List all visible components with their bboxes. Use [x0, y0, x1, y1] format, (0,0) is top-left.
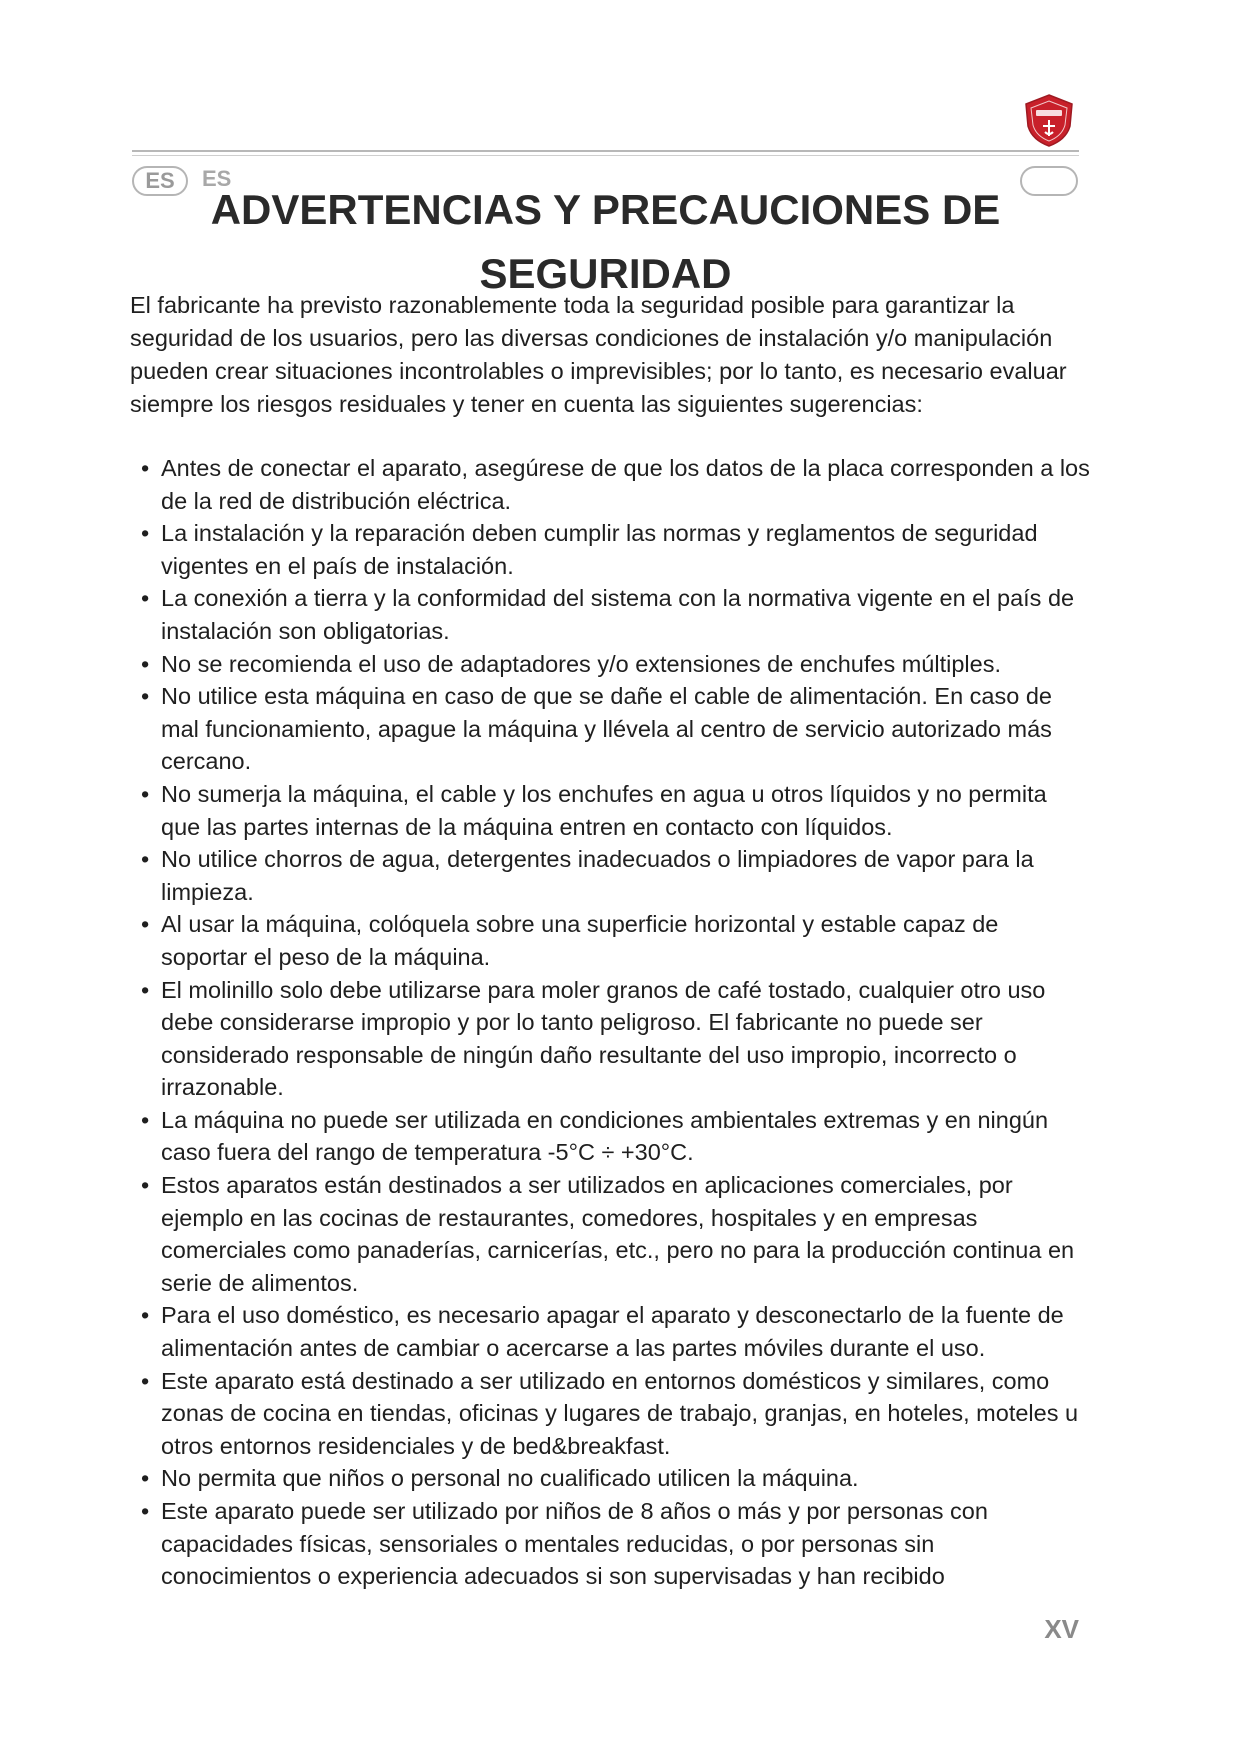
- list-item-text: No sumerja la máquina, el cable y los enchufes en agua u otros líquidos y no permita que las partes internas de la máquina entren en contacto con líquidos.: [161, 780, 1047, 840]
- page-number: XV: [1044, 1614, 1079, 1644]
- list-item: • Estos aparatos están destinados a ser utilizados en aplicaciones comerciales, por ejemplo en las cocinas de restaurantes, comedores, hospitales y en empresas comerciales como panaderías, carnicerías, etc., pero no para la producción continua en serie de alimentos.: [141, 1172, 1075, 1296]
- list-item-text: La instalación y la reparación deben cumplir las normas y reglamentos de seguridad vigentes en el país de instalación.: [161, 520, 1038, 579]
- list-item: • No se recomienda el uso de adaptadores y/o extensiones de enchufes múltiples.: [141, 650, 1001, 677]
- list-item-text: La conexión a tierra y la conformidad del sistema con la normativa vigente en el país de instalación son obligatorias.: [161, 585, 1075, 644]
- header-rule-secondary: [132, 155, 1079, 156]
- list-item-text: Al usar la máquina, colóquela sobre una superficie horizontal y estable capaz de soportar el peso de la máquina.: [161, 911, 999, 970]
- list-item: • El molinillo solo debe utilizarse para moler granos de café tostado, cualquier otro uso debe considerarse impropio y por lo tanto peligroso. El fabricante no puede ser considerado responsable de ningún daño resultante del uso impropio, incorrecto o irrazonable.: [141, 976, 1046, 1101]
- list-item-text: Este aparato está destinado a ser utilizado en entornos domésticos y similares, como zonas de cocina en tiendas, oficinas y lugares de trabajo, granjas, en hoteles, moteles u otros entornos residenciales y de bed&breakfast.: [161, 1367, 1079, 1459]
- intro-paragraph: El fabricante ha previsto razonablemente toda la seguridad posible para garantizar la seguridad de los usuarios, pero las diversas condiciones de instalación y/o manipulación pueden crear situaciones incontrolables o imprevisibles; por lo tanto, es necesario evaluar siempre los riesgos residuales y tener en cuenta las siguientes sugerencias:: [130, 292, 1067, 417]
- list-item-text: La máquina no puede ser utilizada en condiciones ambientales extremas y en ningún caso fuera del rango de temperatura -5°C ÷ +30°C.: [161, 1106, 1049, 1166]
- list-item: • Al usar la máquina, colóquela sobre una superficie horizontal y estable capaz de soportar el peso de la máquina.: [141, 911, 999, 970]
- list-item: • Este aparato puede ser utilizado por niños de 8 años o más y por personas con capacidades físicas, sensoriales o mentales reducidas, o por personas sin conocimientos o experiencia adecuados si son supervisadas y han recibido: [141, 1498, 988, 1590]
- list-item-text: El molinillo solo debe utilizarse para moler granos de café tostado, cualquier otro uso debe considerarse impropio y por lo tanto peligroso. El fabricante no puede ser considerado responsable de ningún daño resultante del uso impropio, incorrecto o irrazonable.: [161, 976, 1046, 1101]
- list-item: • La conexión a tierra y la conformidad del sistema con la normativa vigente en el país de instalación son obligatorias.: [141, 585, 1075, 644]
- list-item-text: No se recomienda el uso de adaptadores y/o extensiones de enchufes múltiples.: [161, 650, 1001, 677]
- list-item: • La instalación y la reparación deben cumplir las normas y reglamentos de seguridad vigentes en el país de instalación.: [141, 520, 1038, 579]
- list-item: • No utilice esta máquina en caso de que se dañe el cable de alimentación. En caso de mal funcionamiento, apague la máquina y llévela al centro de servicio autorizado más cercano.: [141, 683, 1052, 775]
- eureka-logo-icon: [1021, 92, 1077, 148]
- language-ghost-label: ES: [202, 166, 232, 191]
- list-item-text: No utilice chorros de agua, detergentes inadecuados o limpiadores de vapor para la limpieza.: [161, 846, 1034, 905]
- list-item: • La máquina no puede ser utilizada en condiciones ambientales extremas y en ningún caso fuera del rango de temperatura -5°C ÷ +30°C.: [141, 1106, 1049, 1166]
- list-item-text: Antes de conectar el aparato, asegúrese de que los datos de la placa corresponden a los de la red de distribución eléctrica.: [161, 455, 1090, 514]
- list-item: • No utilice chorros de agua, detergentes inadecuados o limpiadores de vapor para la limpieza.: [141, 846, 1034, 905]
- list-item: • No sumerja la máquina, el cable y los enchufes en agua u otros líquidos y no permita que las partes internas de la máquina entren en contacto con líquidos.: [141, 780, 1047, 840]
- safety-list: [130, 452, 1090, 1593]
- list-item: • Para el uso doméstico, es necesario apagar el aparato y desconectarlo de la fuente de alimentación antes de cambiar o acercarse a las partes móviles durante el uso.: [141, 1302, 1064, 1362]
- list-item-text: No permita que niños o personal no cualificado utilicen la máquina.: [161, 1465, 859, 1492]
- list-item: • No permita que niños o personal no cualificado utilicen la máquina.: [141, 1465, 859, 1492]
- list-item: • Este aparato está destinado a ser utilizado en entornos domésticos y similares, como zonas de cocina en tiendas, oficinas y lugares de trabajo, granjas, en hoteles, moteles u otros entornos residenciales y de bed&breakfast.: [141, 1367, 1079, 1459]
- list-item: • Antes de conectar el aparato, asegúrese de que los datos de la placa corresponden a los de la red de distribución eléctrica.: [141, 455, 1090, 514]
- list-item-text: Para el uso doméstico, es necesario apagar el aparato y desconectarlo de la fuente de alimentación antes de cambiar o acercarse a las partes móviles durante el uso.: [161, 1302, 1064, 1362]
- header-rule: [132, 150, 1079, 152]
- list-item-text: Este aparato puede ser utilizado por niños de 8 años o más y por personas con capacidades físicas, sensoriales o mentales reducidas, o por personas sin conocimientos o experiencia adecuados si son supervisadas y han recibido: [161, 1498, 988, 1590]
- list-item-text: Estos aparatos están destinados a ser utilizados en aplicaciones comerciales, por ejemplo en las cocinas de restaurantes, comedores, hospitales y en empresas comerciales como panaderías, carnicerías, etc., pero no para la producción continua en serie de alimentos.: [161, 1172, 1075, 1296]
- page-title: ADVERTENCIAS Y PRECAUCIONES DE SEGURIDAD: [210, 186, 1001, 297]
- list-item-text: No utilice esta máquina en caso de que se dañe el cable de alimentación. En caso de mal funcionamiento, apague la máquina y llévela al centro de servicio autorizado más cercano.: [161, 683, 1052, 775]
- language-badge: ES: [132, 166, 188, 196]
